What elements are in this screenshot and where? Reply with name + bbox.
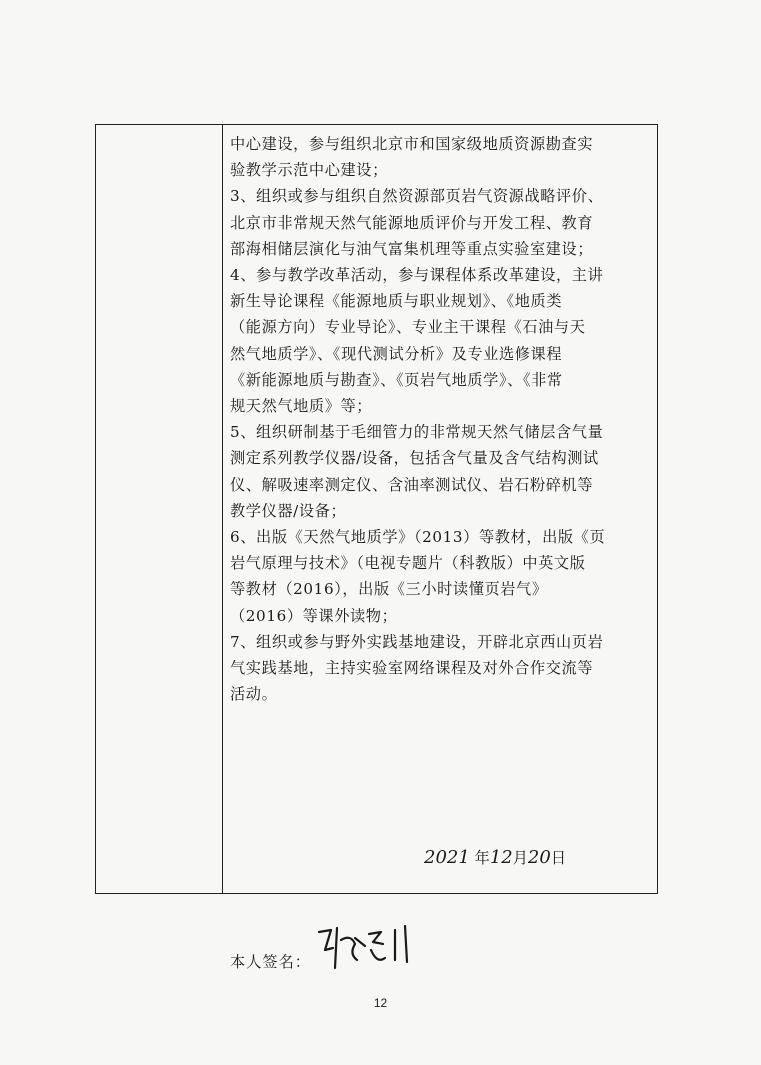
text-line: 7、组织或参与野外实践基地建设，开辟北京西山页岩 <box>230 632 604 651</box>
content-text <box>230 131 649 707</box>
text-line: 教学仪器/设备； <box>230 501 347 520</box>
text-line: 验教学示范中心建设； <box>230 161 388 180</box>
date-month-char: 月 <box>512 849 528 867</box>
text-line: 5、组织研制基于毛细管力的非常规天然气储层含气量 <box>230 423 604 442</box>
signature-date <box>424 847 566 868</box>
text-line: （2016）等课外读物； <box>230 606 398 625</box>
date-day-char: 日 <box>550 849 567 867</box>
date-month-handwritten: 12 <box>489 847 513 868</box>
text-line: 部海相储层演化与油气富集机理等重点实验室建设； <box>230 239 594 258</box>
form-table <box>95 124 658 971</box>
date-day-handwritten: 20 <box>527 847 551 868</box>
text-line: 测定系列教学仪器/设备，包括含气量及含气结构测试 <box>230 449 599 468</box>
text-line: 气实践基地，主持实验室网络课程及对外合作交流等 <box>230 659 594 678</box>
table-left-column <box>96 125 223 893</box>
text-line: 新生导论课程《能源地质与职业规划》、《地质类 <box>230 292 563 311</box>
date-year-char: 年 <box>474 849 490 867</box>
text-line: 规天然气地质》等； <box>230 397 373 416</box>
text-line: 《新能源地质与勘查》、《页岩气地质学》、《非常 <box>230 370 563 389</box>
text-line: （能源方向）专业导论》、专业主干课程《石油与天 <box>230 318 586 337</box>
handwritten-signature <box>311 920 431 980</box>
text-line: 3、组织或参与组织自然资源部页岩气资源战略评价、 <box>230 187 604 206</box>
text-line: 等教材（2016），出版《三小时读懂页岩气》 <box>230 580 548 599</box>
page-number: 12 <box>373 996 388 1010</box>
signature-row <box>230 951 311 972</box>
text-line: 6、出版《天然气地质学》（2013）等教材，出版《页 <box>230 528 606 547</box>
signature-label: 本人签名： <box>230 953 311 971</box>
text-line: 活动。 <box>230 685 278 704</box>
text-line: 岩气原理与技术》（电视专题片（科教版）中英文版 <box>230 554 586 573</box>
text-line: 然气地质学》、《现代测试分析》及专业选修课程 <box>230 344 563 363</box>
date-year-handwritten: 2021 <box>424 847 470 868</box>
text-line: 北京市非常规天然气能源地质评价与开发工程、教育 <box>230 213 594 232</box>
text-line: 中心建设，参与组织北京市和国家级地质资源勘查实 <box>230 135 594 153</box>
text-line: 4、参与教学改革活动，参与课程体系改革建设，主讲 <box>230 266 604 285</box>
text-line: 仪、解吸速率测定仪、含油率测试仪、岩石粉碎机等 <box>230 475 594 494</box>
